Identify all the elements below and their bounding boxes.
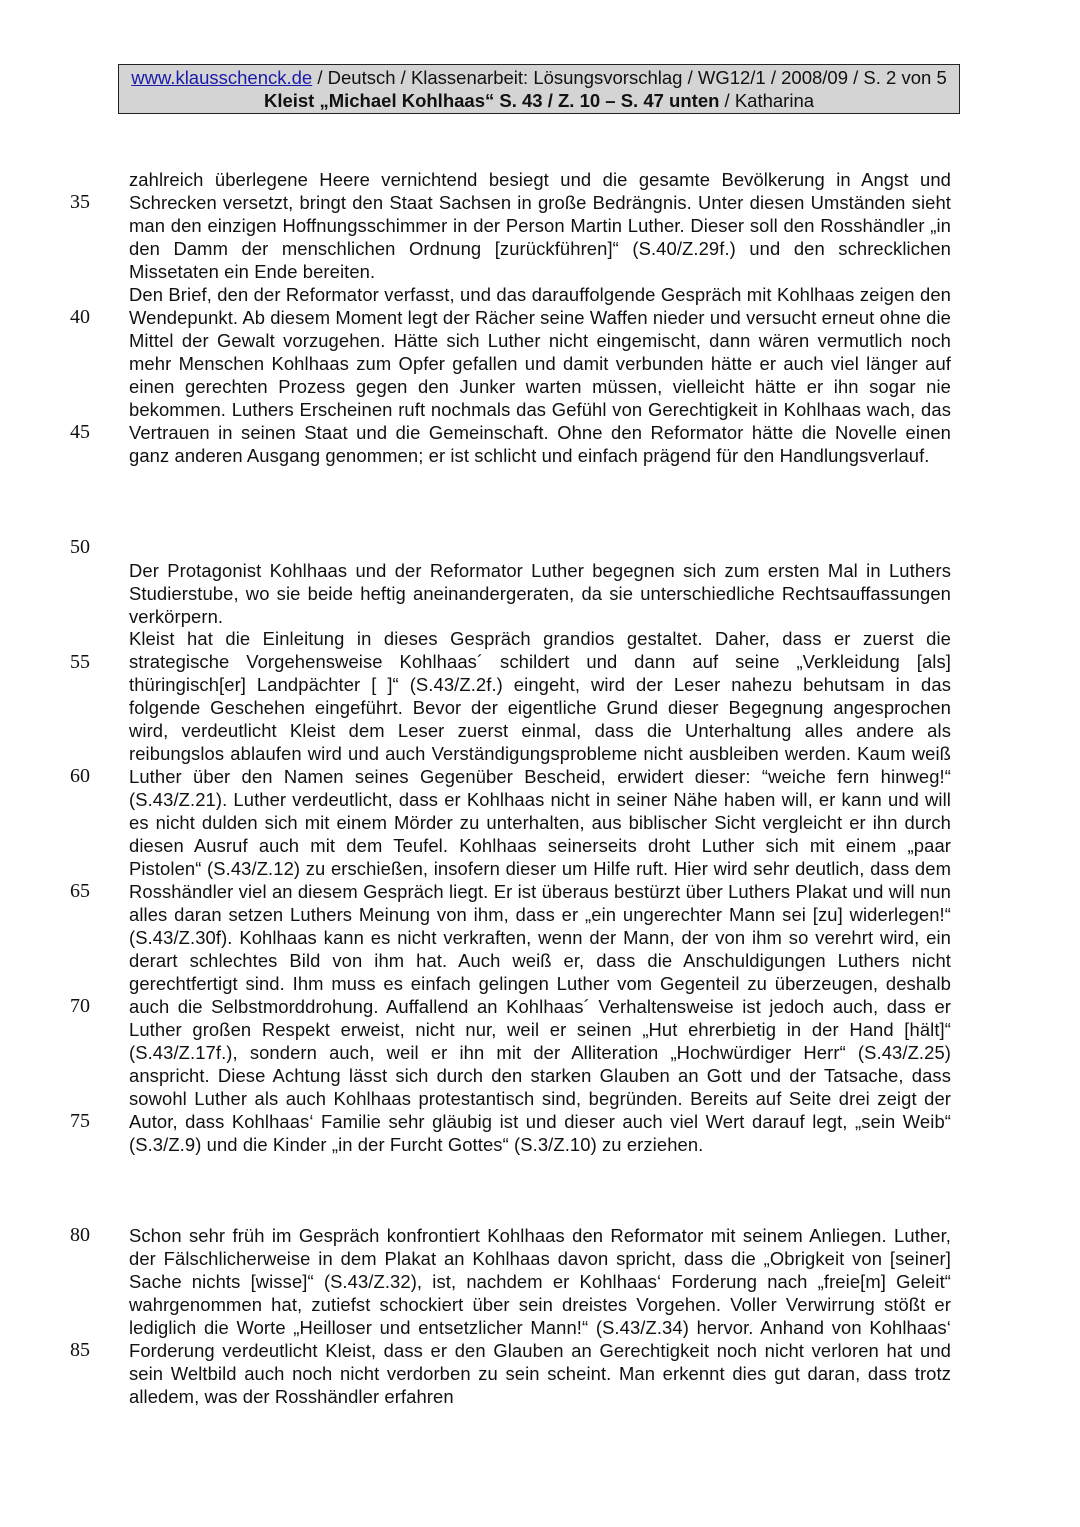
line-number: 60 xyxy=(70,765,90,787)
header-work-title: Kleist „Michael Kohlhaas“ S. 43 / Z. 10 – S. 47 unten xyxy=(263,89,720,111)
header-author: / Katharina xyxy=(719,89,815,111)
paragraph-turning-point: Den Brief, den der Reformator verfasst, und das darauffolgende Gespräch mit Kohlhaas zeigen den Wendepunkt. Ab diesem Moment legt der Rächer seine Waffen nieder und versucht erneut ohne die Mittel der Gewalt vorzugehen. Hätte sich Luther nicht eingemischt, dann wären vermutlich noch mehr Menschen Kohlhaas zum Opfer gefallen und damit verbunden hätte er auch viel länger auf einen gerechten Prozess gegen den Junker warten müssen, vielleicht hätte er ihn sogar nie bekommen. Luthers Erscheinen ruft nochmals das Gefühl von Gerechtigkeit in Kohlhaas wach, das Vertrauen in seinen Staat und die Gemeinschaft. Ohne den Reformator hätte die Novelle einen ganz anderen Ausgang genommen; er ist schlicht und einfach prägend für den Handlungsverlauf. xyxy=(129,284,951,466)
line-number: 70 xyxy=(70,995,90,1017)
line-number: 55 xyxy=(70,651,90,673)
header-course-info: / Deutsch / Klassenarbeit: Lösungsvorschlag / WG12/1 / 2008/09 / S. 2 von 5 xyxy=(312,67,947,88)
line-number: 40 xyxy=(70,306,90,328)
paragraph-intro-continuation: zahlreich überlegene Heere vernichtend besiegt und die gesamte Bevölkerung in Angst und Schrecken versetzt, bringt den Staat Sachsen in große Bedrängnis. Unter diesen Umständen sieht man den einzigen Hoffnungsschimmer in der Person Martin Luther. Dieser soll den Rosshändler „in den Damm der menschlichen Ordnung [zurückführen]“ (S.40/Z.29f.) und den schrecklichen Missetaten ein Ende bereiten. xyxy=(129,169,951,282)
paragraph-conversation-analysis: Kleist hat die Einleitung in dieses Gespräch grandios gestaltet. Daher, dass er zuerst die strategische Vorgehensweise Kohlhaas´ schildert und dann auf seine „Verkleidung [als] thüringisch[er] Landpächter [ ]“ (S.43/Z.2f.) eingeht, wird der Leser nahezu behutsam in das folgende Geschehen eingeführt. Bevor der eigentliche Grund dieser Begegnung angesprochen wird, verdeutlicht Kleist dem Leser zuerst einmal, dass die Unterhaltung alles andere als reibungslos ablaufen wird und auch Verständigungsprobleme nicht ausbleiben werden. Kaum weiß Luther über den Namen seines Gegenüber Bescheid, erwidert dieser: “weiche fern hinweg!“ (S.43/Z.21). Luther verdeutlicht, dass er Kohlhaas nicht in seiner Nähe haben will, er kann und will es nicht dulden sich mit einem Mörder zu unterhalten, aus biblischer Sicht vergleicht er ihn durch diesen Ausruf auch mit dem Teufel. Kohlhaas seinerseits droht Luther sich mit einem „paar Pistolen“ (S.43/Z.12) zu erschießen, insofern dieser um Hilfe ruft. Hier wird sehr deutlich, dass dem Rosshändler viel an diesem Gespräch liegt. Er ist überaus bestürzt über Luthers Plakat und will nun alles daran setzen Luthers Meinung von ihm, dass er „ein ungerechter Mann sei [zu] widerlegen!“ (S.43/Z.30f). Kohlhaas kann es nicht verkraften, wenn der Mann, der von ihm so verehrt wird, ein derart schlechtes Bild von ihm hat. Auch weiß er, dass die Anschuldigungen Luthers nicht gerechtfertigt sind. Ihm muss es einfach gelingen Luther vom Gegenteil zu überzeugen, deshalb auch die Selbstmorddrohung. Auffallend an Kohlhaas´ Verhaltensweise ist jedoch auch, dass er Luther großen Respekt erweist, nicht nur, weil er seinen „Hut ehrerbietig in der Hand [hält]“ (S.43/Z.17f.), sondern auch, weil er ihn mit der Alliteration „Hochwürdiger Herr“ (S.43/Z.25) anspricht. Diese Achtung lässt sich durch den starken Glauben an Gott und der Tatsache, dass sowohl Luther als auch Kohlhaas protestantisch sind, begründen. Bereits auf Seite drei zeigt der Autor, dass Kohlhaas‘ Familie sehr gläubig ist und dieser auch viel Wert darauf legt, „sein Weib“ (S.3/Z.9) und die Kinder „in der Furcht Gottes“ (S.3/Z.10) zu erziehen. xyxy=(129,628,951,1155)
line-number: 50 xyxy=(70,536,90,558)
paragraph-confrontation: Schon sehr früh im Gespräch konfrontiert Kohlhaas den Reformator mit seinem Anliegen. Luther, der Fälschlicherweise in dem Plakat an Kohlhaas davon spricht, dass die „Obrigkeit von [seiner] Sache nichts [wisse]“ (S.43/Z.32), ist, nachdem er Kohlhaas‘ Forderung nach „freie[m] Geleit“ wahrgenommen hat, zutiefst schockiert über sein dreistes Vorgehen. Voller Verwirrung stößt er lediglich die Worte „Heilloser und entsetzlicher Mann!“ (S.43/Z.34) hervor. Anhand von Kohlhaas‘ Forderung verdeutlicht Kleist, dass er den Glauben an Gerechtigkeit noch nicht verloren hat und sein Weltbild auch noch nicht verdorben zu sein scheint. Man erkennt dies gut daran, dass trotz alledem, was der Rosshändler erfahren xyxy=(129,1225,951,1407)
line-number: 65 xyxy=(70,880,90,902)
header-line-2 xyxy=(119,90,959,113)
document-header xyxy=(118,64,960,114)
line-number: 35 xyxy=(70,191,90,213)
line-number: 75 xyxy=(70,1110,90,1132)
line-number: 80 xyxy=(70,1224,90,1246)
line-number: 45 xyxy=(70,421,90,443)
website-link[interactable]: www.klausschenck.de xyxy=(131,67,313,88)
paragraph-first-meeting: Der Protagonist Kohlhaas und der Reformator Luther begegnen sich zum ersten Mal in Luthers Studierstube, wo sie beide heftig aneinandergeraten, da sie unterschiedliche Rechtsauffassungen verkörpern. xyxy=(129,560,951,627)
line-number: 85 xyxy=(70,1339,90,1361)
header-line-1 xyxy=(119,67,959,90)
